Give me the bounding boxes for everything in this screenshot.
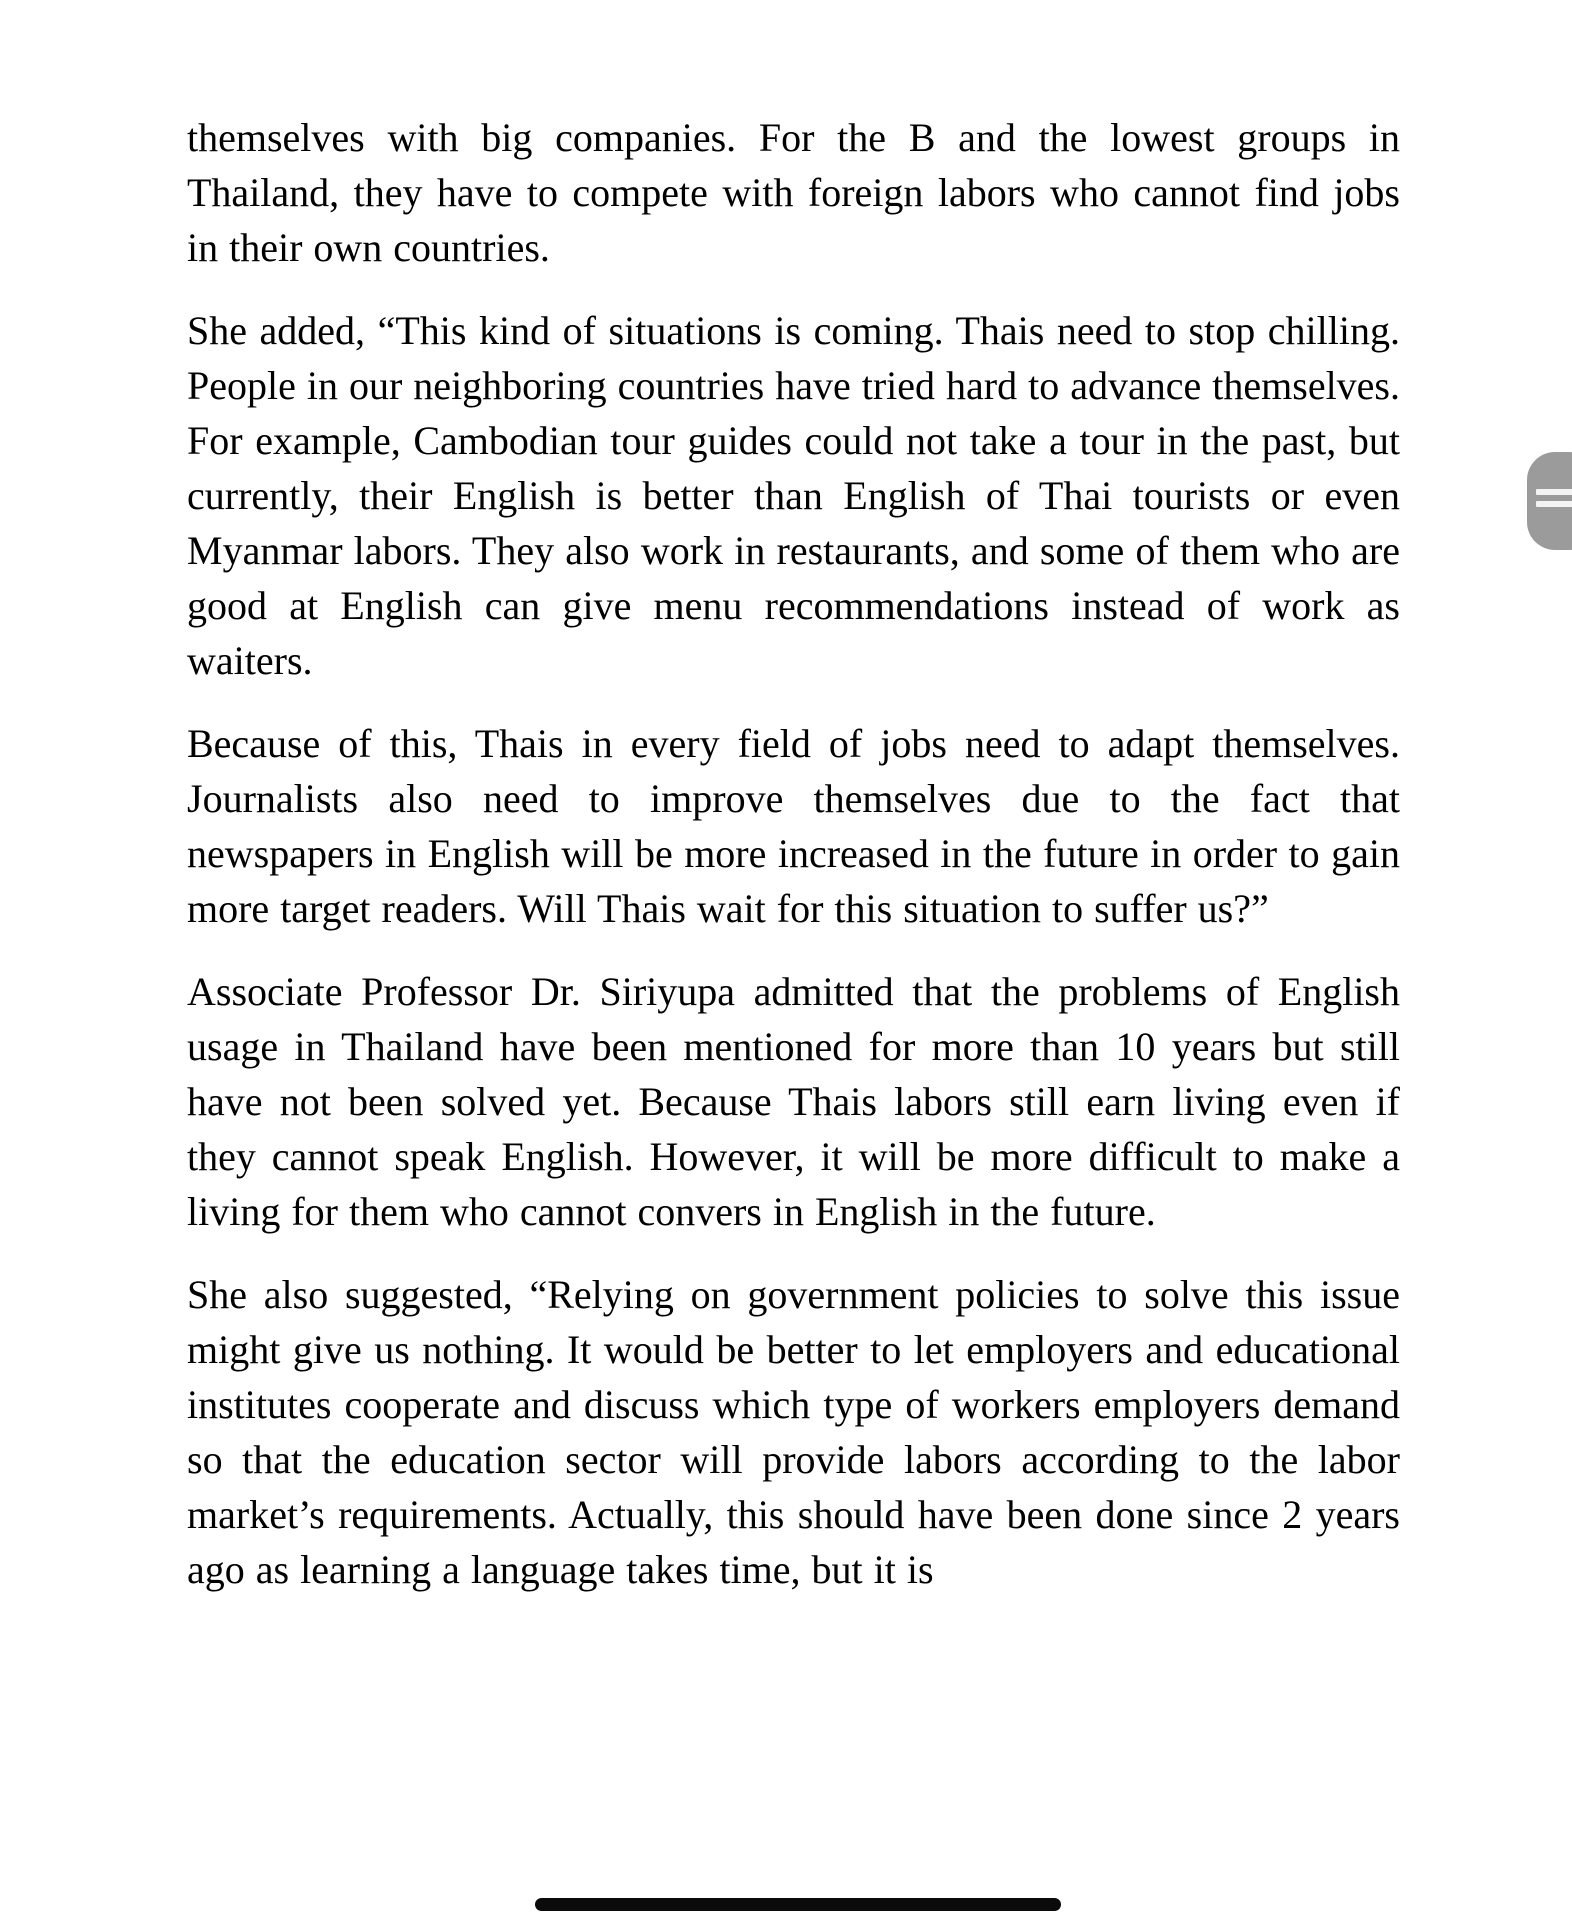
paragraph: She also suggested, “Relying on government policies to solve this issue might give us nothing. It would be better to let employers and educational institutes cooperate and discuss which type of workers employers demand so that the education sector will provide labors according to the labor market’s requirements. Actually, this should have been done since 2 years ago as learning a language takes time, but it is	[187, 1272, 1400, 1592]
article-text	[187, 110, 1400, 1625]
home-indicator[interactable]	[535, 1898, 1061, 1911]
paragraph: themselves with big companies. For the B and the lowest groups in Thailand, they have to compete with foreign labors who cannot find jobs in their own countries.	[187, 115, 1400, 270]
paragraph: Because of this, Thais in every field of jobs need to adapt themselves. Journalists also need to improve themselves due to the fact that newspapers in English will be more increased in the future in order to gain more target readers. Will Thais wait for this situation to suffer us?”	[187, 721, 1400, 931]
paragraph: Associate Professor Dr. Siriyupa admitted that the problems of English usage in Thailand have been mentioned for more than 10 years but still have not been solved yet. Because Thais labors still earn living even if they cannot speak English. However, it will be more difficult to make a living for them who cannot convers in English in the future.	[187, 969, 1400, 1234]
grabber-line-icon	[1536, 501, 1572, 507]
paragraph: She added, “This kind of situations is coming. Thais need to stop chilling. People in our neighboring countries have tried hard to advance themselves. For example, Cambodian tour guides could not take a tour in the past, but currently, their English is better than English of Thai tourists or even Myanmar labors. They also work in restaurants, and some of them who are good at English can give menu recommendations instead of work as waiters.	[187, 308, 1400, 683]
grabber-line-icon	[1536, 489, 1572, 495]
scroll-grabber-handle[interactable]	[1527, 452, 1572, 550]
